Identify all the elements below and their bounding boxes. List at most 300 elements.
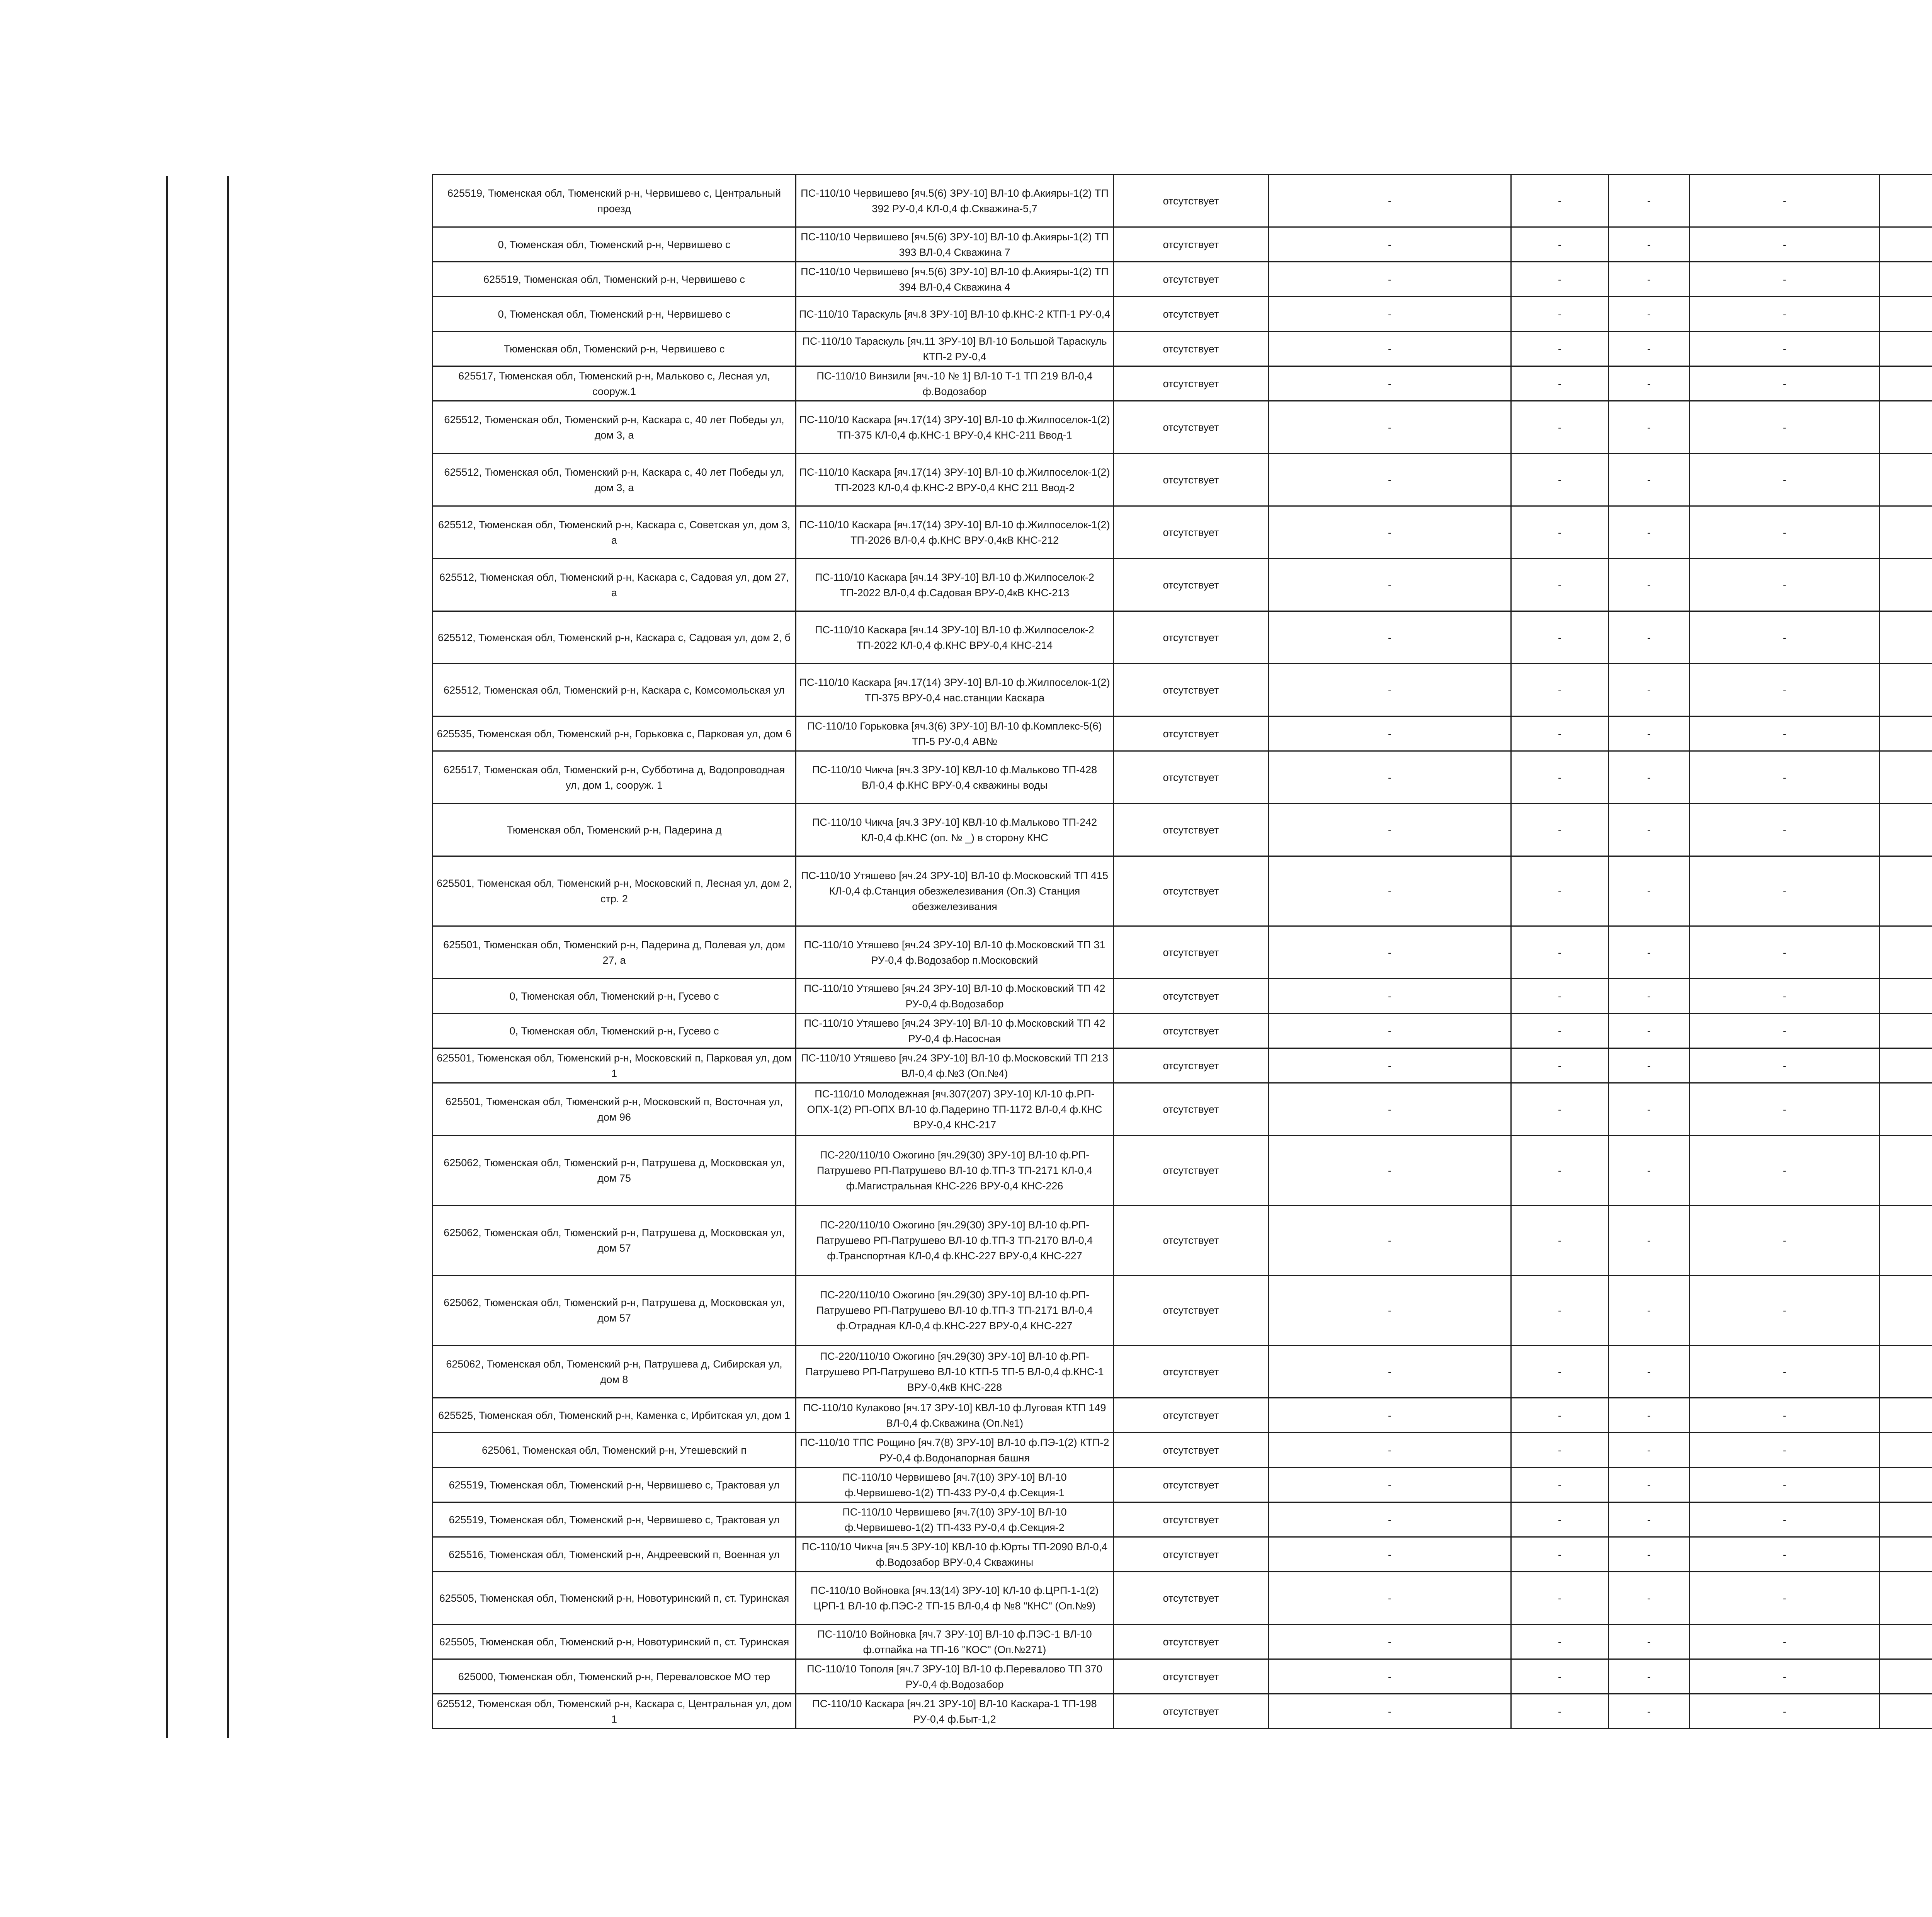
status-cell: отсутствует (1114, 804, 1269, 856)
empty-value-cell (1880, 175, 1932, 227)
address-cell: 625501, Тюменская обл, Тюменский р-н, Московский п, Лесная ул, дом 2, стр. 2 (433, 856, 796, 926)
empty-value-cell: - (1269, 1206, 1511, 1276)
empty-value-cell (1880, 611, 1932, 664)
empty-value-cell (1880, 1345, 1932, 1398)
empty-value-cell (1880, 227, 1932, 262)
empty-value-cell (1880, 856, 1932, 926)
empty-value-cell: - (1511, 1014, 1609, 1048)
address-cell: 625000, Тюменская обл, Тюменский р-н, Переваловское МО тер (433, 1659, 796, 1694)
empty-value-cell: - (1690, 262, 1880, 297)
empty-value-cell: - (1269, 1694, 1511, 1729)
empty-value-cell: - (1511, 611, 1609, 664)
empty-value-cell: - (1269, 1659, 1511, 1694)
supply-line-cell: ПС-110/10 Войновка [яч.7 ЗРУ-10] ВЛ-10 ф.ПЭС-1 ВЛ-10 ф.отпайка на ТП-16 "КОС" (Оп.№271) (796, 1624, 1114, 1659)
empty-value-cell (1880, 1048, 1932, 1083)
empty-value-cell: - (1690, 1276, 1880, 1345)
empty-value-cell: - (1690, 332, 1880, 366)
empty-value-cell: - (1609, 175, 1690, 227)
table-row (433, 1206, 1932, 1276)
empty-value-cell (1880, 262, 1932, 297)
empty-value-cell: - (1690, 1468, 1880, 1502)
empty-value-cell: - (1609, 454, 1690, 506)
address-cell: 625505, Тюменская обл, Тюменский р-н, Новотуринский п, ст. Туринская (433, 1624, 796, 1659)
status-cell: отсутствует (1114, 1206, 1269, 1276)
empty-value-cell: - (1609, 262, 1690, 297)
empty-value-cell: - (1690, 1398, 1880, 1433)
address-cell: 625501, Тюменская обл, Тюменский р-н, Московский п, Парковая ул, дом 1 (433, 1048, 796, 1083)
empty-value-cell: - (1609, 1572, 1690, 1624)
empty-value-cell (1880, 1502, 1932, 1537)
supply-line-cell: ПС-110/10 Молодежная [яч.307(207) ЗРУ-10] КЛ-10 ф.РП-ОПХ-1(2) РП-ОПХ ВЛ-10 ф.Падерино ТП-1172 ВЛ-0,4 ф.КНС ВРУ-0,4 КНС-217 (796, 1083, 1114, 1136)
empty-value-cell: - (1609, 1502, 1690, 1537)
empty-value-cell: - (1269, 1136, 1511, 1206)
empty-value-cell: - (1609, 856, 1690, 926)
empty-value-cell: - (1690, 1345, 1880, 1398)
empty-value-cell: - (1609, 751, 1690, 804)
empty-value-cell: - (1511, 1083, 1609, 1136)
empty-value-cell: - (1269, 1572, 1511, 1624)
address-cell: Тюменская обл, Тюменский р-н, Падерина д (433, 804, 796, 856)
table-row (433, 611, 1932, 664)
empty-value-cell: - (1609, 1014, 1690, 1048)
empty-value-cell: - (1269, 1433, 1511, 1468)
empty-value-cell (1880, 297, 1932, 332)
empty-value-cell: - (1609, 1136, 1690, 1206)
empty-value-cell: - (1690, 559, 1880, 611)
empty-value-cell: - (1609, 1468, 1690, 1502)
empty-value-cell: - (1511, 227, 1609, 262)
empty-value-cell (1880, 1694, 1932, 1729)
empty-value-cell: - (1269, 454, 1511, 506)
table-row (433, 716, 1932, 751)
empty-value-cell: - (1609, 1048, 1690, 1083)
empty-value-cell (1880, 926, 1932, 979)
empty-value-cell: - (1511, 1694, 1609, 1729)
status-cell: отсутствует (1114, 1345, 1269, 1398)
empty-value-cell: - (1511, 454, 1609, 506)
address-cell: 625512, Тюменская обл, Тюменский р-н, Каскара с, 40 лет Победы ул, дом 3, а (433, 401, 796, 454)
supply-line-cell: ПС-110/10 Каскара [яч.17(14) ЗРУ-10] ВЛ-10 ф.Жилпоселок-1(2) ТП-2023 КЛ-0,4 ф.КНС-2 ВРУ-0,4 КНС 211 Ввод-2 (796, 454, 1114, 506)
supply-line-cell: ПС-110/10 Каскара [яч.14 ЗРУ-10] ВЛ-10 ф.Жилпоселок-2 ТП-2022 КЛ-0,4 ф.КНС ВРУ-0,4 КНС-214 (796, 611, 1114, 664)
address-cell: 0, Тюменская обл, Тюменский р-н, Червишево с (433, 297, 796, 332)
empty-value-cell: - (1690, 1048, 1880, 1083)
empty-value-cell (1880, 506, 1932, 559)
empty-value-cell (1880, 1572, 1932, 1624)
empty-value-cell: - (1269, 332, 1511, 366)
table-row (433, 175, 1932, 227)
empty-value-cell: - (1511, 1136, 1609, 1206)
supply-line-cell: ПС-220/110/10 Ожогино [яч.29(30) ЗРУ-10] ВЛ-10 ф.РП-Патрушево РП-Патрушево ВЛ-10 КТП-5 ТП-5 ВЛ-0,4 ф.КНС-1 ВРУ-0,4кВ КНС-228 (796, 1345, 1114, 1398)
empty-value-cell: - (1609, 332, 1690, 366)
address-cell: 625516, Тюменская обл, Тюменский р-н, Андреевский п, Военная ул (433, 1537, 796, 1572)
empty-value-cell: - (1690, 175, 1880, 227)
table-row (433, 1136, 1932, 1206)
supply-line-cell: ПС-110/10 Каскара [яч.17(14) ЗРУ-10] ВЛ-10 ф.Жилпоселок-1(2) ТП-2026 ВЛ-0,4 ф.КНС ВРУ-0,4кВ КНС-212 (796, 506, 1114, 559)
status-cell: отсутствует (1114, 366, 1269, 401)
empty-value-cell: - (1690, 856, 1880, 926)
empty-value-cell: - (1690, 506, 1880, 559)
status-cell: отсутствует (1114, 1659, 1269, 1694)
supply-line-cell: ПС-110/10 Утяшево [яч.24 ЗРУ-10] ВЛ-10 ф.Московский ТП 31 РУ-0,4 ф.Водозабор п.Московский (796, 926, 1114, 979)
empty-value-cell: - (1269, 401, 1511, 454)
empty-value-cell: - (1609, 1537, 1690, 1572)
empty-value-cell: - (1269, 1345, 1511, 1398)
supply-line-cell: ПС-110/10 Чикча [яч.5 ЗРУ-10] КВЛ-10 ф.Юрты ТП-2090 ВЛ-0,4 ф.Водозабор ВРУ-0,4 Скважины (796, 1537, 1114, 1572)
status-cell: отсутствует (1114, 751, 1269, 804)
empty-value-cell: - (1511, 1398, 1609, 1433)
empty-value-cell: - (1511, 979, 1609, 1014)
table-row (433, 1048, 1932, 1083)
empty-value-cell: - (1609, 227, 1690, 262)
supply-line-cell: ПС-110/10 Каскара [яч.14 ЗРУ-10] ВЛ-10 ф.Жилпоселок-2 ТП-2022 ВЛ-0,4 ф.Садовая ВРУ-0,4кВ КНС-213 (796, 559, 1114, 611)
status-cell: отсутствует (1114, 664, 1269, 716)
empty-value-cell (1880, 1537, 1932, 1572)
connection-points-table (432, 174, 1932, 1729)
status-cell: отсутствует (1114, 1694, 1269, 1729)
table-row (433, 262, 1932, 297)
empty-value-cell: - (1690, 1206, 1880, 1276)
status-cell: отсутствует (1114, 979, 1269, 1014)
address-cell: 0, Тюменская обл, Тюменский р-н, Червишево с (433, 227, 796, 262)
supply-line-cell: ПС-110/10 Войновка [яч.13(14) ЗРУ-10] КЛ-10 ф.ЦРП-1-1(2) ЦРП-1 ВЛ-10 ф.ПЭС-2 ТП-15 ВЛ-0,4 ф №8 "КНС" (Оп.№9) (796, 1572, 1114, 1624)
empty-value-cell: - (1690, 297, 1880, 332)
empty-value-cell: - (1511, 856, 1609, 926)
supply-line-cell: ПС-110/10 Чикча [яч.3 ЗРУ-10] КВЛ-10 ф.Мальково ТП-428 ВЛ-0,4 ф.КНС ВРУ-0,4 скважины воды (796, 751, 1114, 804)
status-cell: отсутствует (1114, 1502, 1269, 1537)
empty-value-cell: - (1609, 297, 1690, 332)
address-cell: 0, Тюменская обл, Тюменский р-н, Гусево с (433, 1014, 796, 1048)
supply-line-cell: ПС-110/10 ТПС Рощино [яч.7(8) ЗРУ-10] ВЛ-10 ф.ПЭ-1(2) КТП-2 РУ-0,4 ф.Водонапорная башня (796, 1433, 1114, 1468)
empty-value-cell: - (1511, 751, 1609, 804)
empty-value-cell: - (1269, 1624, 1511, 1659)
status-cell: отсутствует (1114, 227, 1269, 262)
empty-value-cell (1880, 332, 1932, 366)
status-cell: отсутствует (1114, 1572, 1269, 1624)
status-cell: отсутствует (1114, 1624, 1269, 1659)
address-cell: 625061, Тюменская обл, Тюменский р-н, Утешевский п (433, 1433, 796, 1468)
empty-value-cell: - (1511, 804, 1609, 856)
empty-value-cell: - (1511, 366, 1609, 401)
supply-line-cell: ПС-220/110/10 Ожогино [яч.29(30) ЗРУ-10] ВЛ-10 ф.РП-Патрушево РП-Патрушево ВЛ-10 ф.ТП-3 ТП-2171 КЛ-0,4 ф.Магистральная КНС-226 ВРУ-0,4 КНС-226 (796, 1136, 1114, 1206)
empty-value-cell: - (1269, 1537, 1511, 1572)
empty-value-cell (1880, 1659, 1932, 1694)
empty-value-cell (1880, 1276, 1932, 1345)
address-cell: 625519, Тюменская обл, Тюменский р-н, Червишево с, Трактовая ул (433, 1502, 796, 1537)
empty-value-cell: - (1511, 1624, 1609, 1659)
empty-value-cell (1880, 401, 1932, 454)
table-row (433, 401, 1932, 454)
address-cell: 0, Тюменская обл, Тюменский р-н, Гусево с (433, 979, 796, 1014)
address-cell: 625062, Тюменская обл, Тюменский р-н, Патрушева д, Московская ул, дом 57 (433, 1206, 796, 1276)
table-row (433, 926, 1932, 979)
empty-value-cell: - (1511, 506, 1609, 559)
address-cell: 625512, Тюменская обл, Тюменский р-н, Каскара с, Советская ул, дом 3, а (433, 506, 796, 559)
empty-value-cell (1880, 1136, 1932, 1206)
empty-value-cell: - (1511, 1572, 1609, 1624)
empty-value-cell: - (1269, 804, 1511, 856)
empty-value-cell: - (1690, 1502, 1880, 1537)
empty-value-cell: - (1690, 227, 1880, 262)
table-row (433, 1624, 1932, 1659)
empty-value-cell: - (1511, 1659, 1609, 1694)
table-row (433, 1659, 1932, 1694)
empty-value-cell: - (1511, 1537, 1609, 1572)
empty-value-cell (1880, 366, 1932, 401)
status-cell: отсутствует (1114, 1398, 1269, 1433)
empty-value-cell: - (1690, 366, 1880, 401)
address-cell: 625062, Тюменская обл, Тюменский р-н, Патрушева д, Сибирская ул, дом 8 (433, 1345, 796, 1398)
address-cell: 625512, Тюменская обл, Тюменский р-н, Каскара с, Садовая ул, дом 2, б (433, 611, 796, 664)
supply-line-cell: ПС-220/110/10 Ожогино [яч.29(30) ЗРУ-10] ВЛ-10 ф.РП-Патрушево РП-Патрушево ВЛ-10 ф.ТП-3 ТП-2170 ВЛ-0,4 ф.Транспортная КЛ-0,4 ф.КНС-227 ВРУ-0,4 КНС-227 (796, 1206, 1114, 1276)
table-row (433, 1502, 1932, 1537)
empty-value-cell: - (1609, 366, 1690, 401)
address-cell: 625062, Тюменская обл, Тюменский р-н, Патрушева д, Московская ул, дом 57 (433, 1276, 796, 1345)
empty-value-cell (1880, 1433, 1932, 1468)
empty-value-cell: - (1511, 1345, 1609, 1398)
status-cell: отсутствует (1114, 1083, 1269, 1136)
supply-line-cell: ПС-110/10 Тополя [яч.7 ЗРУ-10] ВЛ-10 ф.Перевалово ТП 370 РУ-0,4 ф.Водозабор (796, 1659, 1114, 1694)
empty-value-cell: - (1690, 716, 1880, 751)
supply-line-cell: ПС-220/110/10 Ожогино [яч.29(30) ЗРУ-10] ВЛ-10 ф.РП-Патрушево РП-Патрушево ВЛ-10 ф.ТП-3 ТП-2171 ВЛ-0,4 ф.Отрадная КЛ-0,4 ф.КНС-227 ВРУ-0,4 КНС-227 (796, 1276, 1114, 1345)
empty-value-cell: - (1690, 1537, 1880, 1572)
table-row (433, 559, 1932, 611)
status-cell: отсутствует (1114, 454, 1269, 506)
status-cell: отсутствует (1114, 926, 1269, 979)
empty-value-cell: - (1609, 1694, 1690, 1729)
empty-value-cell (1880, 664, 1932, 716)
empty-value-cell: - (1511, 332, 1609, 366)
empty-value-cell: - (1269, 979, 1511, 1014)
empty-value-cell: - (1609, 1083, 1690, 1136)
empty-value-cell: - (1511, 1276, 1609, 1345)
empty-value-cell: - (1511, 716, 1609, 751)
empty-value-cell: - (1511, 262, 1609, 297)
empty-value-cell: - (1269, 1083, 1511, 1136)
status-cell: отсутствует (1114, 175, 1269, 227)
empty-value-cell (1880, 1398, 1932, 1433)
supply-line-cell: ПС-110/10 Червишево [яч.5(6) ЗРУ-10] ВЛ-10 ф.Акияры-1(2) ТП 392 РУ-0,4 КЛ-0,4 ф.Скважина-5,7 (796, 175, 1114, 227)
empty-value-cell: - (1609, 1206, 1690, 1276)
address-cell: 625517, Тюменская обл, Тюменский р-н, Мальково с, Лесная ул, сооруж.1 (433, 366, 796, 401)
empty-value-cell: - (1511, 297, 1609, 332)
address-cell: 625501, Тюменская обл, Тюменский р-н, Падерина д, Полевая ул, дом 27, а (433, 926, 796, 979)
empty-value-cell: - (1269, 611, 1511, 664)
empty-value-cell: - (1690, 979, 1880, 1014)
table-row (433, 332, 1932, 366)
empty-value-cell: - (1511, 1206, 1609, 1276)
empty-value-cell (1880, 454, 1932, 506)
status-cell: отсутствует (1114, 856, 1269, 926)
supply-line-cell: ПС-110/10 Каскара [яч.17(14) ЗРУ-10] ВЛ-10 ф.Жилпоселок-1(2) ТП-375 КЛ-0,4 ф.КНС-1 ВРУ-0,4 КНС-211 Ввод-1 (796, 401, 1114, 454)
table-row (433, 227, 1932, 262)
supply-line-cell: ПС-110/10 Червишево [яч.5(6) ЗРУ-10] ВЛ-10 ф.Акияры-1(2) ТП 393 ВЛ-0,4 Скважина 7 (796, 227, 1114, 262)
margin-rule-right (227, 176, 229, 1738)
table-row (433, 979, 1932, 1014)
empty-value-cell: - (1690, 1136, 1880, 1206)
status-cell: отсутствует (1114, 1537, 1269, 1572)
empty-value-cell: - (1609, 664, 1690, 716)
status-cell: отсутствует (1114, 1468, 1269, 1502)
table-row (433, 1537, 1932, 1572)
address-cell: 625505, Тюменская обл, Тюменский р-н, Новотуринский п, ст. Туринская (433, 1572, 796, 1624)
supply-line-cell: ПС-110/10 Утяшево [яч.24 ЗРУ-10] ВЛ-10 ф.Московский ТП 213 ВЛ-0,4 ф.№3 (Оп.№4) (796, 1048, 1114, 1083)
supply-line-cell: ПС-110/10 Каскара [яч.17(14) ЗРУ-10] ВЛ-10 ф.Жилпоселок-1(2) ТП-375 ВРУ-0,4 нас.станции Каскара (796, 664, 1114, 716)
empty-value-cell: - (1269, 751, 1511, 804)
empty-value-cell: - (1609, 1345, 1690, 1398)
status-cell: отсутствует (1114, 297, 1269, 332)
empty-value-cell: - (1269, 716, 1511, 751)
table-row (433, 1468, 1932, 1502)
status-cell: отсутствует (1114, 611, 1269, 664)
address-cell: 625535, Тюменская обл, Тюменский р-н, Горьковка с, Парковая ул, дом 6 (433, 716, 796, 751)
supply-line-cell: ПС-110/10 Кулаково [яч.17 ЗРУ-10] КВЛ-10 ф.Луговая КТП 149 ВЛ-0,4 ф.Скважина (Оп.№1) (796, 1398, 1114, 1433)
address-cell: 625062, Тюменская обл, Тюменский р-н, Патрушева д, Московская ул, дом 75 (433, 1136, 796, 1206)
table-row (433, 1572, 1932, 1624)
address-cell: 625517, Тюменская обл, Тюменский р-н, Субботина д, Водопроводная ул, дом 1, сооруж. 1 (433, 751, 796, 804)
empty-value-cell (1880, 1014, 1932, 1048)
table-row (433, 1398, 1932, 1433)
table-row (433, 297, 1932, 332)
empty-value-cell: - (1269, 227, 1511, 262)
status-cell: отсутствует (1114, 1048, 1269, 1083)
empty-value-cell: - (1690, 1694, 1880, 1729)
empty-value-cell (1880, 559, 1932, 611)
empty-value-cell: - (1269, 856, 1511, 926)
empty-value-cell (1880, 1468, 1932, 1502)
empty-value-cell: - (1269, 1468, 1511, 1502)
empty-value-cell: - (1690, 401, 1880, 454)
supply-line-cell: ПС-110/10 Утяшево [яч.24 ЗРУ-10] ВЛ-10 ф.Московский ТП 42 РУ-0,4 ф.Насосная (796, 1014, 1114, 1048)
table-row (433, 751, 1932, 804)
margin-rule-left (166, 176, 168, 1738)
status-cell: отсутствует (1114, 1276, 1269, 1345)
supply-line-cell: ПС-110/10 Утяшево [яч.24 ЗРУ-10] ВЛ-10 ф.Московский ТП 415 КЛ-0,4 ф.Станция обезжелезивания (Оп.3) Станция обезжелезивания (796, 856, 1114, 926)
empty-value-cell: - (1269, 366, 1511, 401)
empty-value-cell: - (1511, 175, 1609, 227)
empty-value-cell: - (1609, 1398, 1690, 1433)
empty-value-cell: - (1690, 926, 1880, 979)
empty-value-cell: - (1609, 1659, 1690, 1694)
empty-value-cell (1880, 751, 1932, 804)
status-cell: отсутствует (1114, 401, 1269, 454)
empty-value-cell: - (1269, 506, 1511, 559)
empty-value-cell: - (1609, 401, 1690, 454)
empty-value-cell: - (1269, 664, 1511, 716)
table-row (433, 366, 1932, 401)
supply-line-cell: ПС-110/10 Червишево [яч.7(10) ЗРУ-10] ВЛ-10 ф.Червишево-1(2) ТП-433 РУ-0,4 ф.Секция-2 (796, 1502, 1114, 1537)
supply-line-cell: ПС-110/10 Горьковка [яч.3(6) ЗРУ-10] ВЛ-10 ф.Комплекс-5(6) ТП-5 РУ-0,4 АВ№ (796, 716, 1114, 751)
empty-value-cell: - (1269, 175, 1511, 227)
empty-value-cell: - (1609, 979, 1690, 1014)
empty-value-cell: - (1690, 1572, 1880, 1624)
empty-value-cell: - (1609, 1624, 1690, 1659)
status-cell: отсутствует (1114, 1136, 1269, 1206)
empty-value-cell (1880, 979, 1932, 1014)
table-row (433, 856, 1932, 926)
empty-value-cell: - (1609, 1433, 1690, 1468)
empty-value-cell: - (1690, 804, 1880, 856)
empty-value-cell: - (1690, 1083, 1880, 1136)
status-cell: отсутствует (1114, 1014, 1269, 1048)
empty-value-cell (1880, 1624, 1932, 1659)
empty-value-cell: - (1269, 926, 1511, 979)
empty-value-cell: - (1269, 1502, 1511, 1537)
supply-line-cell: ПС-110/10 Винзили [яч.-10 № 1] ВЛ-10 Т-1 ТП 219 ВЛ-0,4 ф.Водозабор (796, 366, 1114, 401)
empty-value-cell: - (1609, 804, 1690, 856)
empty-value-cell (1880, 716, 1932, 751)
empty-value-cell: - (1269, 262, 1511, 297)
empty-value-cell: - (1609, 506, 1690, 559)
empty-value-cell: - (1511, 926, 1609, 979)
empty-value-cell (1880, 1083, 1932, 1136)
empty-value-cell: - (1690, 1014, 1880, 1048)
status-cell: отсутствует (1114, 262, 1269, 297)
supply-line-cell: ПС-110/10 Тараскуль [яч.8 ЗРУ-10] ВЛ-10 ф.КНС-2 КТП-1 РУ-0,4 (796, 297, 1114, 332)
empty-value-cell: - (1690, 1433, 1880, 1468)
table-row (433, 1083, 1932, 1136)
status-cell: отсутствует (1114, 1433, 1269, 1468)
supply-line-cell: ПС-110/10 Каскара [яч.21 ЗРУ-10] ВЛ-10 Каскара-1 ТП-198 РУ-0,4 ф.Быт-1,2 (796, 1694, 1114, 1729)
supply-line-cell: ПС-110/10 Тараскуль [яч.11 ЗРУ-10] ВЛ-10 Большой Тараскуль КТП-2 РУ-0,4 (796, 332, 1114, 366)
table-row (433, 1345, 1932, 1398)
table-row (433, 1014, 1932, 1048)
empty-value-cell (1880, 1206, 1932, 1276)
empty-value-cell: - (1609, 559, 1690, 611)
empty-value-cell: - (1511, 401, 1609, 454)
table-row (433, 664, 1932, 716)
empty-value-cell: - (1690, 1624, 1880, 1659)
empty-value-cell: - (1690, 454, 1880, 506)
address-cell: 625512, Тюменская обл, Тюменский р-н, Каскара с, Комсомольская ул (433, 664, 796, 716)
address-cell: 625519, Тюменская обл, Тюменский р-н, Червишево с (433, 262, 796, 297)
empty-value-cell: - (1269, 1048, 1511, 1083)
table-row (433, 1276, 1932, 1345)
empty-value-cell: - (1511, 1048, 1609, 1083)
empty-value-cell (1880, 804, 1932, 856)
table-row (433, 454, 1932, 506)
empty-value-cell: - (1511, 1468, 1609, 1502)
address-cell: 625512, Тюменская обл, Тюменский р-н, Каскара с, 40 лет Победы ул, дом 3, а (433, 454, 796, 506)
status-cell: отсутствует (1114, 506, 1269, 559)
empty-value-cell: - (1690, 751, 1880, 804)
address-cell: 625512, Тюменская обл, Тюменский р-н, Каскара с, Центральная ул, дом 1 (433, 1694, 796, 1729)
empty-value-cell: - (1690, 611, 1880, 664)
empty-value-cell: - (1269, 1398, 1511, 1433)
empty-value-cell: - (1609, 716, 1690, 751)
supply-line-cell: ПС-110/10 Чикча [яч.3 ЗРУ-10] КВЛ-10 ф.Мальково ТП-242 КЛ-0,4 ф.КНС (оп. № _) в сторону КНС (796, 804, 1114, 856)
address-cell: 625512, Тюменская обл, Тюменский р-н, Каскара с, Садовая ул, дом 27, а (433, 559, 796, 611)
supply-line-cell: ПС-110/10 Червишево [яч.5(6) ЗРУ-10] ВЛ-10 ф.Акияры-1(2) ТП 394 ВЛ-0,4 Скважина 4 (796, 262, 1114, 297)
empty-value-cell: - (1609, 926, 1690, 979)
empty-value-cell: - (1511, 1433, 1609, 1468)
supply-line-cell: ПС-110/10 Утяшево [яч.24 ЗРУ-10] ВЛ-10 ф.Московский ТП 42 РУ-0,4 ф.Водозабор (796, 979, 1114, 1014)
empty-value-cell: - (1269, 559, 1511, 611)
empty-value-cell: - (1511, 664, 1609, 716)
table-row (433, 1433, 1932, 1468)
empty-value-cell: - (1690, 664, 1880, 716)
table-row (433, 506, 1932, 559)
supply-line-cell: ПС-110/10 Червишево [яч.7(10) ЗРУ-10] ВЛ-10 ф.Червишево-1(2) ТП-433 РУ-0,4 ф.Секция-1 (796, 1468, 1114, 1502)
empty-value-cell: - (1511, 559, 1609, 611)
empty-value-cell: - (1269, 1276, 1511, 1345)
status-cell: отсутствует (1114, 559, 1269, 611)
status-cell: отсутствует (1114, 332, 1269, 366)
address-cell: 625519, Тюменская обл, Тюменский р-н, Червишево с, Трактовая ул (433, 1468, 796, 1502)
status-cell: отсутствует (1114, 716, 1269, 751)
table-row (433, 804, 1932, 856)
address-cell: Тюменская обл, Тюменский р-н, Червишево с (433, 332, 796, 366)
empty-value-cell: - (1609, 1276, 1690, 1345)
